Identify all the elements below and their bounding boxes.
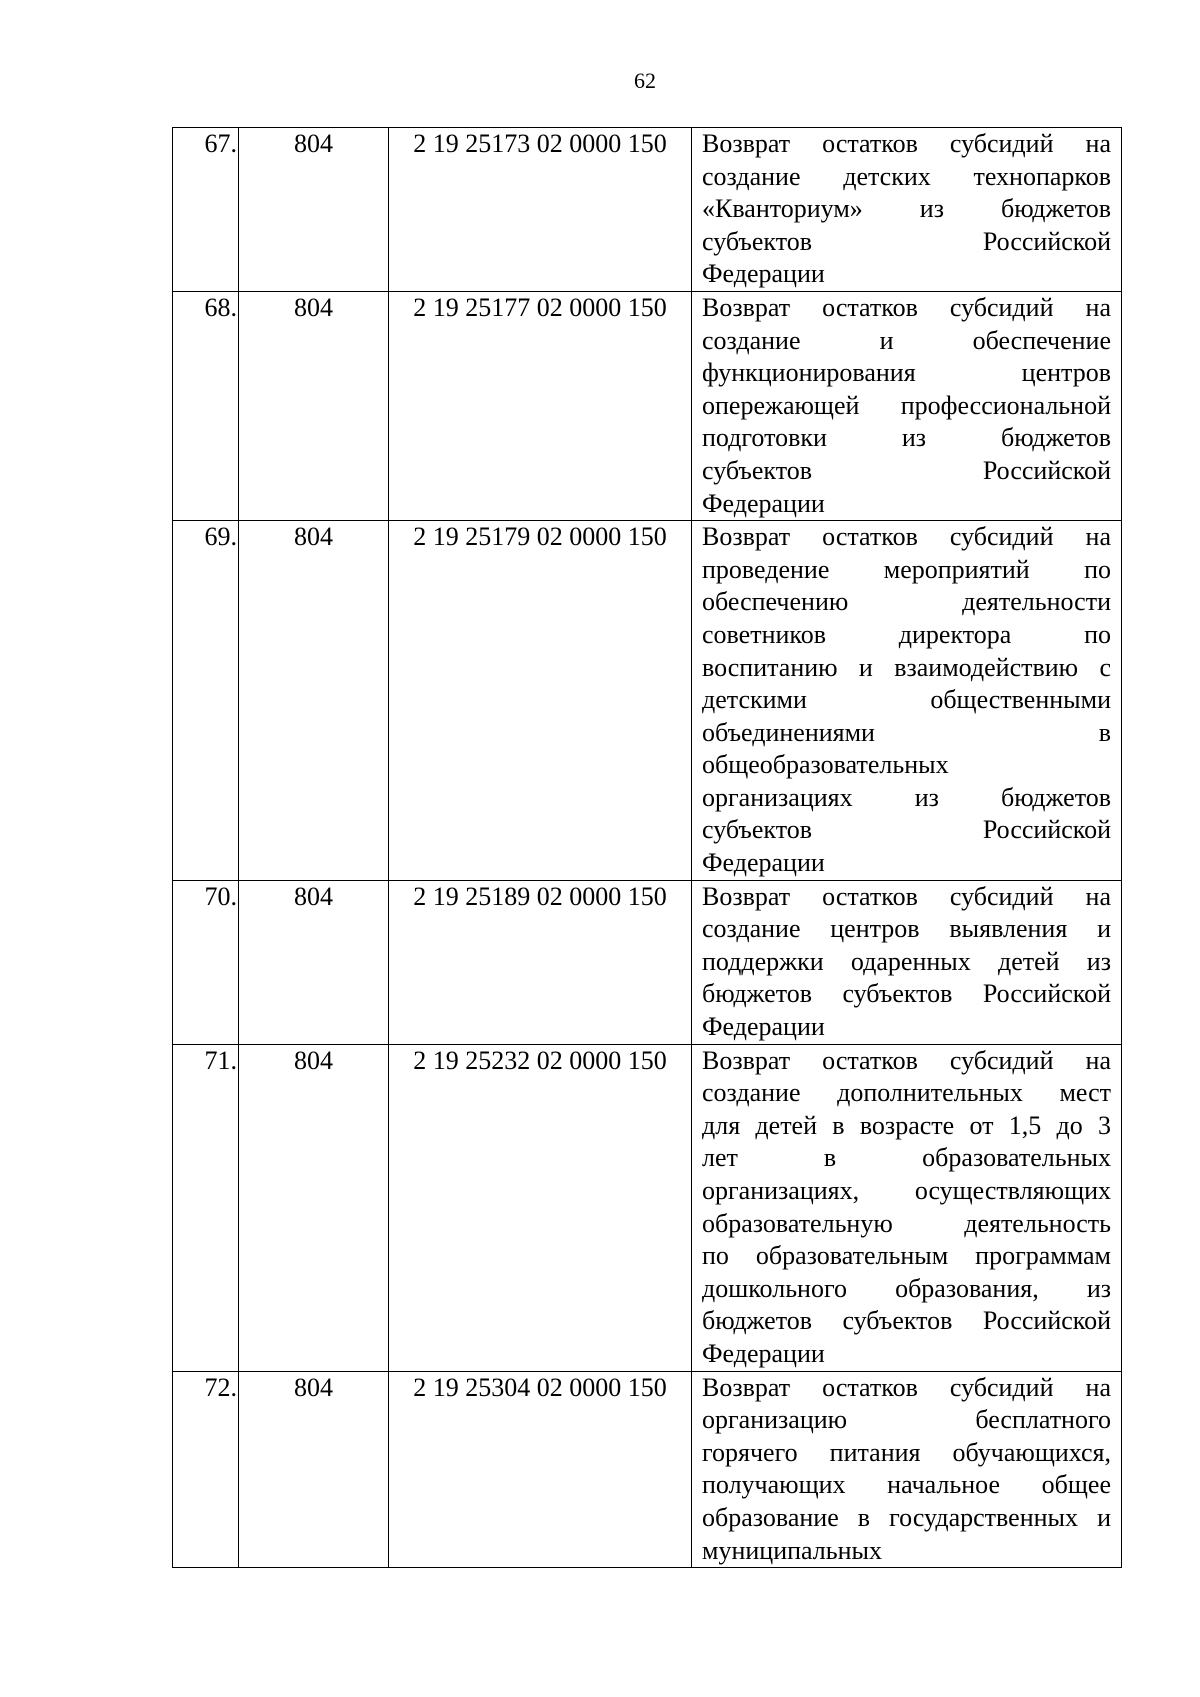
description-line: организациях, осуществляющих bbox=[702, 1176, 1111, 1205]
description-line: Федерации bbox=[702, 848, 825, 878]
administrator-code: 804 bbox=[239, 1371, 389, 1568]
income-description bbox=[692, 291, 1122, 520]
description-line: образование в государственных и bbox=[702, 1502, 1111, 1532]
description-line: Возврат остатков субсидий на bbox=[702, 522, 1111, 552]
description-line: Возврат остатков субсидий на bbox=[702, 1045, 1111, 1075]
description-line: Федерации bbox=[702, 488, 825, 518]
budget-classification-code: 2 19 25304 02 0000 150 bbox=[389, 1371, 692, 1568]
budget-classification-code: 2 19 25189 02 0000 150 bbox=[389, 880, 692, 1044]
administrator-code: 804 bbox=[239, 291, 389, 520]
description-line: дошкольного образования, из bbox=[702, 1273, 1111, 1303]
table-row bbox=[173, 521, 1122, 881]
description-line: функционирования центров bbox=[702, 358, 1111, 388]
description-line: объединениями в bbox=[702, 717, 1111, 747]
row-number: 67. bbox=[173, 128, 239, 292]
income-description bbox=[692, 128, 1122, 292]
table-body bbox=[173, 128, 1122, 1568]
description-line: детскими общественными bbox=[702, 685, 1111, 715]
administrator-code: 804 bbox=[239, 1044, 389, 1371]
description-line: лет в образовательных bbox=[702, 1143, 1111, 1173]
description-line: по образовательным программам bbox=[702, 1241, 1111, 1271]
description-line: бюджетов субъектов Российской bbox=[702, 1306, 1111, 1336]
table-row bbox=[173, 128, 1122, 292]
description-line: создание центров выявления и bbox=[702, 914, 1111, 944]
description-line: Федерации bbox=[702, 1338, 825, 1368]
row-number: 72. bbox=[173, 1371, 239, 1568]
description-line: «Кванториум» из бюджетов bbox=[702, 194, 1111, 224]
row-number: 71. bbox=[173, 1044, 239, 1371]
row-number: 70. bbox=[173, 880, 239, 1044]
table-row bbox=[173, 1044, 1122, 1371]
row-number: 69. bbox=[173, 521, 239, 881]
description-line: получающих начальное общее bbox=[702, 1470, 1111, 1500]
description-line: бюджетов субъектов Российской bbox=[702, 979, 1111, 1009]
description-line: создание и обеспечение bbox=[702, 325, 1111, 355]
description-line: Возврат остатков субсидий на bbox=[702, 1372, 1111, 1402]
page-number: 62 bbox=[634, 68, 656, 93]
description-line: субъектов Российской bbox=[702, 226, 1111, 256]
description-line: Возврат остатков субсидий на bbox=[702, 881, 1111, 911]
description-line: общеобразовательных bbox=[702, 750, 949, 780]
description-line: обеспечению деятельности bbox=[702, 587, 1111, 617]
description-line: субъектов Российской bbox=[702, 815, 1111, 845]
row-number: 68. bbox=[173, 291, 239, 520]
description-line: воспитанию и взаимодействию с bbox=[702, 652, 1111, 682]
description-line: поддержки одаренных детей из bbox=[702, 946, 1111, 976]
administrator-code: 804 bbox=[239, 880, 389, 1044]
description-line: для детей в возрасте от 1,5 до 3 bbox=[702, 1110, 1111, 1140]
description-line: организациях из бюджетов bbox=[702, 782, 1111, 812]
description-line: Возврат остатков субсидий на bbox=[702, 129, 1111, 158]
administrator-code: 804 bbox=[239, 521, 389, 881]
income-description bbox=[692, 521, 1122, 881]
budget-classification-code: 2 19 25232 02 0000 150 bbox=[389, 1044, 692, 1371]
description-line: опережающей профессиональной bbox=[702, 390, 1111, 420]
description-line: субъектов Российской bbox=[702, 455, 1111, 485]
description-line: создание дополнительных мест bbox=[702, 1078, 1111, 1108]
income-description bbox=[692, 880, 1122, 1044]
budget-classification-code: 2 19 25179 02 0000 150 bbox=[389, 521, 692, 881]
table-row bbox=[173, 1371, 1122, 1568]
budget-code-table bbox=[172, 127, 1122, 1568]
table-row bbox=[173, 880, 1122, 1044]
administrator-code: 804 bbox=[239, 128, 389, 292]
income-description bbox=[692, 1371, 1122, 1568]
description-line: советников директора по bbox=[702, 619, 1111, 649]
description-line: образовательную деятельность bbox=[702, 1208, 1111, 1238]
description-line: горячего питания обучающихся, bbox=[702, 1437, 1111, 1467]
description-line: Возврат остатков субсидий на bbox=[702, 292, 1111, 322]
income-description bbox=[692, 1044, 1122, 1371]
budget-classification-code: 2 19 25173 02 0000 150 bbox=[389, 128, 692, 292]
description-line: муниципальных bbox=[702, 1535, 883, 1565]
description-line: создание детских технопарков bbox=[702, 161, 1111, 191]
table-row bbox=[173, 291, 1122, 520]
description-line: организацию бесплатного bbox=[702, 1405, 1111, 1435]
description-line: Федерации bbox=[702, 259, 825, 289]
description-line: подготовки из бюджетов bbox=[702, 423, 1111, 453]
description-line: Федерации bbox=[702, 1012, 825, 1042]
description-line: проведение мероприятий по bbox=[702, 554, 1111, 584]
budget-classification-code: 2 19 25177 02 0000 150 bbox=[389, 291, 692, 520]
